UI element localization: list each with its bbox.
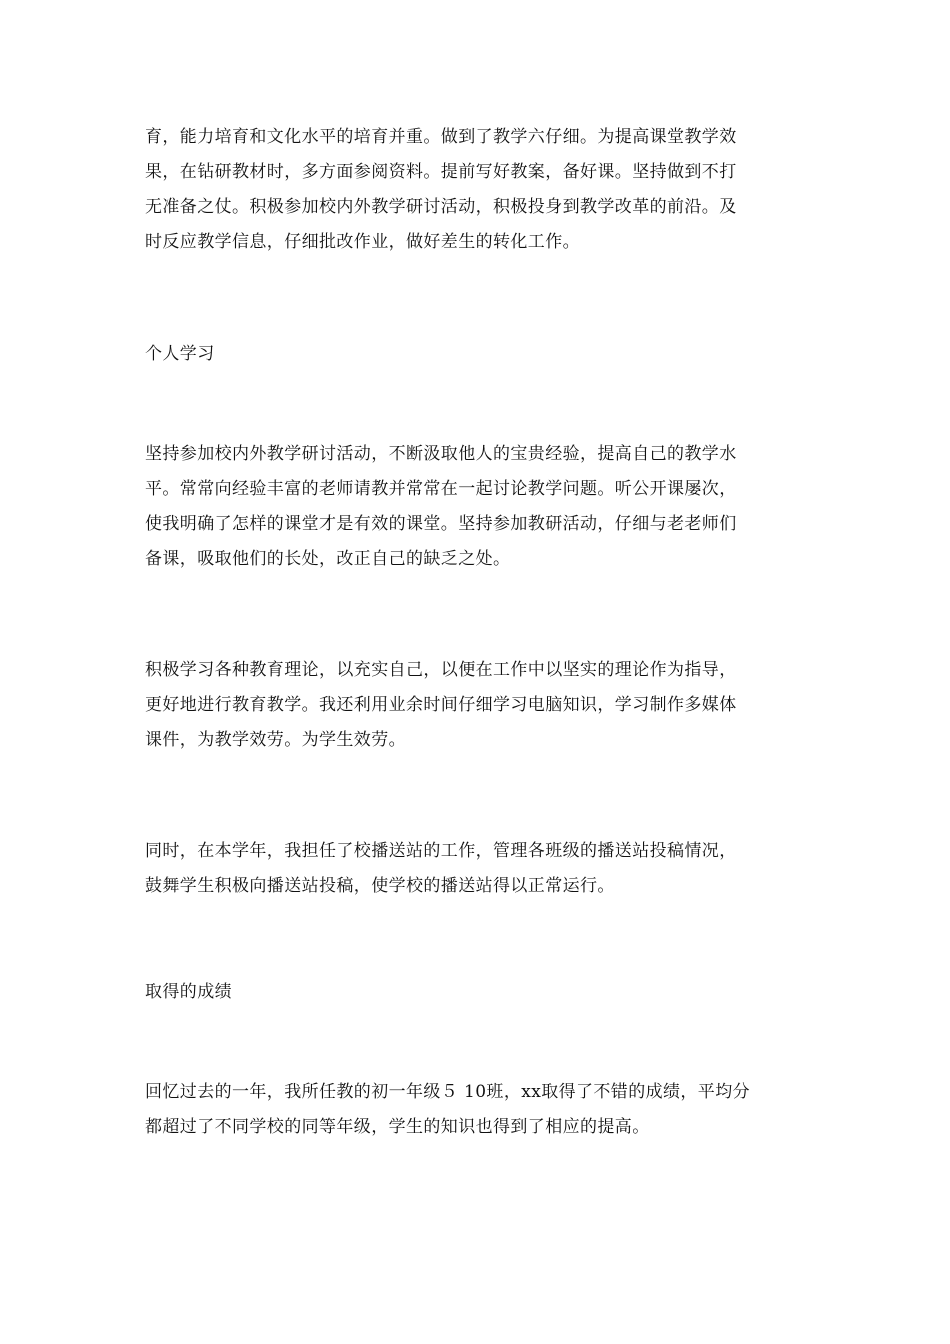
text-line: 积极学习各种教育理论，以充实自己，以便在工作中以坚实的理论作为指导，: [145, 660, 737, 680]
text-line: 果，在钻研教材时，多方面参阅资料。提前写好教案，备好课。坚持做到不打: [145, 162, 737, 182]
text-line: 都超过了不同学校的同等年级，学生的知识也得到了相应的提高。: [145, 1117, 650, 1137]
text-line: 使我明确了怎样的课堂才是有效的课堂。坚持参加教研活动，仔细与老老师们: [145, 514, 737, 534]
text-line: 回忆过去的一年，我所任教的初一年级５ 10班，xx取得了不错的成绩，平均分: [145, 1082, 751, 1102]
text-line: 鼓舞学生积极向播送站投稿，使学校的播送站得以正常运行。: [145, 876, 615, 896]
text-line: 坚持参加校内外教学研讨活动，不断汲取他人的宝贵经验，提高自己的教学水: [145, 444, 737, 464]
paragraph-achievements: [145, 1075, 810, 1145]
section-heading-personal-study: 个人学习: [145, 344, 215, 364]
text-line: 无准备之仗。积极参加校内外教学研讨活动，积极投身到教学改革的前沿。及: [145, 197, 737, 217]
paragraph-teaching: [145, 120, 810, 260]
text-line: 育，能力培育和文化水平的培育并重。做到了教学六仔细。为提高课堂教学效: [145, 127, 737, 147]
text-line: 课件，为教学效劳。为学生效劳。: [145, 730, 406, 750]
text-line: 时反应教学信息，仔细批改作业，做好差生的转化工作。: [145, 232, 580, 252]
paragraph-broadcast: [145, 834, 810, 904]
section-heading-achievements: 取得的成绩: [145, 982, 232, 1002]
text-line: 同时，在本学年，我担任了校播送站的工作，管理各班级的播送站投稿情况，: [145, 841, 737, 861]
text-line: 更好地进行教育教学。我还利用业余时间仔细学习电脑知识，学习制作多媒体: [145, 695, 737, 715]
text-line: 平。常常向经验丰富的老师请教并常常在一起讨论教学问题。听公开课屡次，: [145, 479, 737, 499]
text-line: 备课，吸取他们的长处，改正自己的缺乏之处。: [145, 549, 511, 569]
paragraph-study: [145, 437, 810, 577]
paragraph-theory: [145, 653, 810, 758]
